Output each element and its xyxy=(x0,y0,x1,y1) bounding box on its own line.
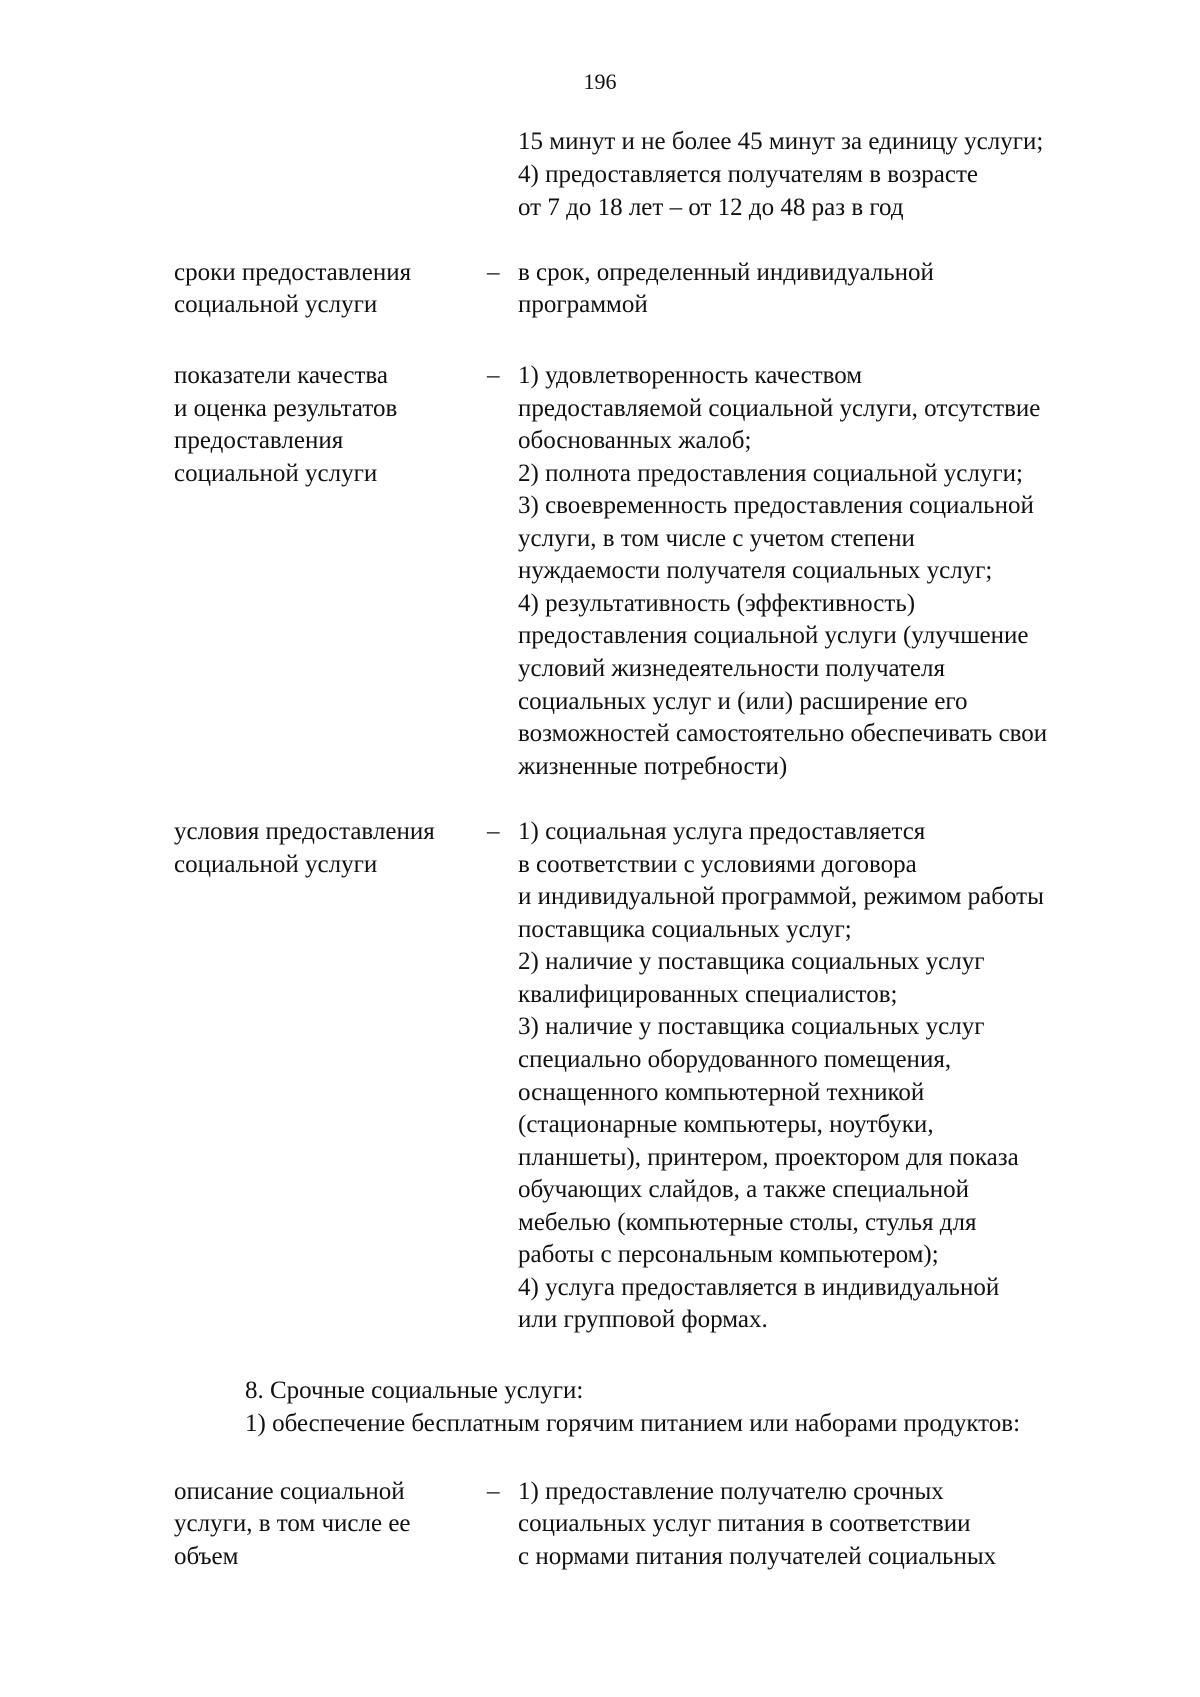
row-text-line: обоснованных жалоб; xyxy=(518,427,752,454)
row-text-line: жизненные потребности) xyxy=(518,753,788,780)
row-text-line: 2) наличие у поставщика социальных услуг xyxy=(518,948,985,975)
row-label-line: социальной услуги xyxy=(174,291,378,318)
row-label-line: социальной услуги xyxy=(174,851,378,878)
row-text-line: 1) социальная услуга предоставляется xyxy=(518,818,926,845)
row-text-line: социальных услуг питания в соответствии xyxy=(518,1510,971,1537)
row-text-line: в срок, определенный индивидуальной xyxy=(518,259,934,286)
row-text-line: услуги, в том числе с учетом степени xyxy=(518,525,915,552)
row-text-line: оснащенного компьютерной техникой xyxy=(518,1079,925,1106)
row-text-line: 3) наличие у поставщика социальных услуг xyxy=(518,1013,985,1040)
row-label-line: описание социальной xyxy=(174,1478,405,1505)
row-text-line: с нормами питания получателей социальных xyxy=(518,1543,997,1570)
row-text-line: специально оборудованного помещения, xyxy=(518,1046,952,1073)
row-dash: – xyxy=(487,1478,500,1505)
continuation-line: 15 минут и не более 45 минут за единицу услуги; xyxy=(518,128,1044,155)
row-text-line: поставщика социальных услуг; xyxy=(518,916,852,943)
row-text-line: работы с персональным компьютером); xyxy=(518,1241,939,1268)
row-text-line: 2) полнота предоставления социальной услуги; xyxy=(518,460,1023,487)
section-subheading: 1) обеспечение бесплатным горячим питанием или наборами продуктов: xyxy=(245,1410,1021,1437)
row-text-line: предоставляемой социальной услуги, отсутствие xyxy=(518,395,1041,422)
row-text-line: и индивидуальной программой, режимом работы xyxy=(518,883,1044,910)
row-dash: – xyxy=(487,259,500,286)
continuation-line: 4) предоставляется получателям в возрасте xyxy=(518,161,978,188)
row-text-line: предоставления социальной услуги (улучшение xyxy=(518,622,1029,649)
row-text-line: 4) услуга предоставляется в индивидуальной xyxy=(518,1274,1000,1301)
row-text-line: нуждаемости получателя социальных услуг; xyxy=(518,557,993,584)
row-label-line: условия предоставления xyxy=(174,818,435,845)
row-label-line: и оценка результатов xyxy=(174,395,398,422)
row-label-line: показатели качества xyxy=(174,362,388,389)
row-text-line: обучающих слайдов, а также специальной xyxy=(518,1176,969,1203)
row-text-line: мебелью (компьютерные столы, стулья для xyxy=(518,1209,977,1236)
row-label-line: социальной услуги xyxy=(174,460,378,487)
page-number: 196 xyxy=(583,69,617,94)
row-text-line: или групповой формах. xyxy=(518,1306,768,1333)
row-text-line: социальных услуг и (или) расширение его xyxy=(518,688,968,715)
continuation-line: от 7 до 18 лет – от 12 до 48 раз в год xyxy=(518,194,904,221)
row-text-line: 1) удовлетворенность качеством xyxy=(518,362,863,389)
row-text-line: возможностей самостоятельно обеспечивать свои xyxy=(518,720,1048,747)
row-text-line: условий жизнедеятельности получателя xyxy=(518,655,945,682)
row-text-line: планшеты), принтером, проектором для показа xyxy=(518,1144,1019,1171)
row-text-line: в соответствии с условиями договора xyxy=(518,851,917,878)
row-dash: – xyxy=(487,362,500,389)
row-label-line: сроки предоставления xyxy=(174,259,412,286)
row-text-line: (стационарные компьютеры, ноутбуки, xyxy=(518,1111,934,1138)
row-label-line: услуги, в том числе ее xyxy=(174,1510,411,1537)
row-text-line: 3) своевременность предоставления социальной xyxy=(518,492,1034,519)
section-heading: 8. Срочные социальные услуги: xyxy=(245,1377,584,1404)
row-text-line: программой xyxy=(518,291,648,318)
row-dash: – xyxy=(487,818,500,845)
row-text-line: квалифицированных специалистов; xyxy=(518,981,898,1008)
row-text-line: 1) предоставление получателю срочных xyxy=(518,1478,944,1505)
row-label-line: предоставления xyxy=(174,427,344,454)
row-label-line: объем xyxy=(174,1543,239,1570)
row-text-line: 4) результативность (эффективность) xyxy=(518,590,916,617)
